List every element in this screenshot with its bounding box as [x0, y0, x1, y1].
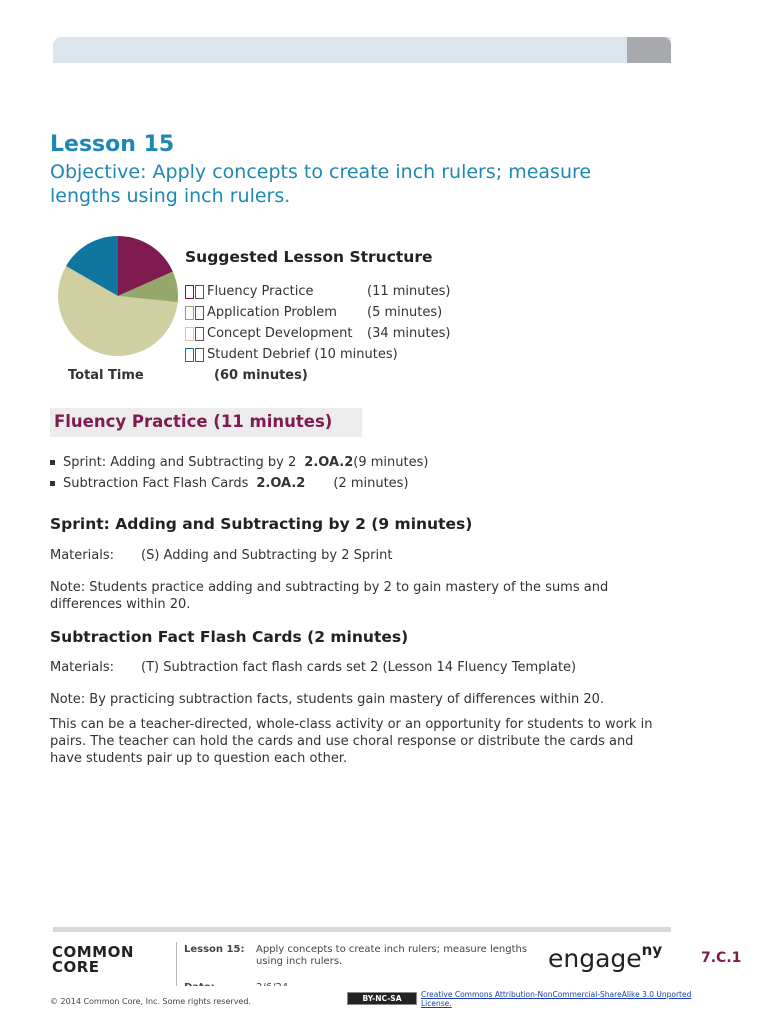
fluency-section-header: Fluency Practice (11 minutes)	[50, 408, 362, 437]
structure-item-name: Concept Development	[207, 326, 353, 341]
footer-lesson-label: Lesson 15:	[184, 944, 245, 955]
sprint-heading: Sprint: Adding and Subtracting by 2 (9 minutes)	[50, 515, 473, 533]
structure-item-name: Application Problem	[207, 305, 337, 320]
structure-item-concept	[185, 323, 450, 344]
lesson-objective: Objective: Apply concepts to create inch rulers; measure lengths using inch rulers.	[50, 161, 592, 207]
structure-item-debrief	[185, 344, 450, 365]
structure-item-minutes: (34 minutes)	[367, 326, 451, 341]
legend-swatch-icon	[185, 306, 194, 320]
materials-text: (S) Adding and Subtracting by 2 Sprint	[141, 548, 393, 563]
materials-text: (T) Subtraction fact flash cards set 2 (Lesson 14 Fluency Template)	[141, 660, 577, 675]
materials-label: Materials:	[50, 548, 114, 563]
common-core-logo	[52, 945, 134, 975]
footer-divider	[176, 942, 177, 987]
structure-item-fluency	[185, 281, 450, 302]
bullet-icon	[50, 460, 55, 465]
footer-lesson-text: Apply concepts to create inch rulers; measure lengths using inch rulers.	[256, 944, 528, 967]
bullet-standard-code: 2.OA.2	[256, 476, 306, 491]
legend-swatch-icon	[185, 348, 194, 362]
logo-line: COMMON	[52, 943, 134, 961]
structure-item-minutes: (10 minutes)	[314, 347, 398, 362]
lesson-time-pie-chart	[57, 233, 179, 359]
legend-swatch-icon	[185, 327, 194, 341]
cc-license-badge[interactable]	[347, 992, 417, 1005]
cc-license-link[interactable]: Creative Commons Attribution-NonCommercial-ShareAlike 3.0 Unported License.	[421, 990, 692, 1008]
ny-text: ny	[641, 941, 663, 959]
flash-cards-body: This can be a teacher-directed, whole-class activity or an opportunity for students to work in pairs. The teacher can hold the cards and use choral response or distribute the cards and have students pair up to question each other.	[50, 717, 653, 766]
page-code: 7.C.1	[701, 950, 742, 966]
cc-badge-text: BY-NC-SA	[362, 994, 402, 1003]
bullet-icon	[50, 481, 55, 486]
lesson-title: Lesson 15	[50, 132, 175, 157]
structure-item-application	[185, 302, 450, 323]
engageny-logo	[548, 941, 663, 973]
bullet-minutes: (2 minutes)	[333, 476, 409, 491]
structure-item-minutes: (11 minutes)	[367, 284, 451, 299]
total-time-label: Total Time	[68, 368, 144, 383]
copyright-text: © 2014 Common Core, Inc. Some rights reserved.	[50, 997, 251, 1006]
bullet-name: Subtraction Fact Flash Cards	[63, 476, 249, 491]
engage-text: engage	[548, 944, 642, 973]
bullet-standard-code: 2.OA.2	[304, 455, 354, 470]
legend-box-icon	[195, 306, 204, 320]
logo-line: CORE	[52, 958, 100, 976]
legend-box-icon	[195, 327, 204, 341]
list-item	[50, 473, 428, 494]
flash-cards-note: Note: By practicing subtraction facts, students gain mastery of differences within 20.	[50, 692, 605, 707]
sprint-note: Note: Students practice adding and subtracting by 2 to gain mastery of the sums and differences within 20.	[50, 580, 609, 612]
fluency-bullet-list	[50, 452, 428, 494]
footer-rule	[53, 927, 671, 932]
legend-swatch-icon	[185, 285, 194, 299]
list-item	[50, 452, 428, 473]
materials-label: Materials:	[50, 660, 114, 675]
bullet-minutes: (9 minutes)	[353, 455, 429, 470]
bullet-name: Sprint: Adding and Subtracting by 2	[63, 455, 297, 470]
legend-box-icon	[195, 348, 204, 362]
flash-cards-heading: Subtraction Fact Flash Cards (2 minutes)	[50, 628, 409, 646]
structure-item-minutes: (5 minutes)	[367, 305, 443, 320]
header-bar	[53, 37, 671, 63]
total-time-minutes: (60 minutes)	[214, 368, 308, 383]
structure-list	[185, 281, 450, 365]
header-bar-end	[627, 37, 671, 63]
legend-box-icon	[195, 285, 204, 299]
structure-item-name: Fluency Practice	[207, 284, 314, 299]
flash-cards-materials	[50, 659, 670, 676]
sprint-materials	[50, 547, 670, 564]
structure-item-name: Student Debrief	[207, 347, 311, 362]
suggested-structure-title: Suggested Lesson Structure	[185, 248, 433, 266]
